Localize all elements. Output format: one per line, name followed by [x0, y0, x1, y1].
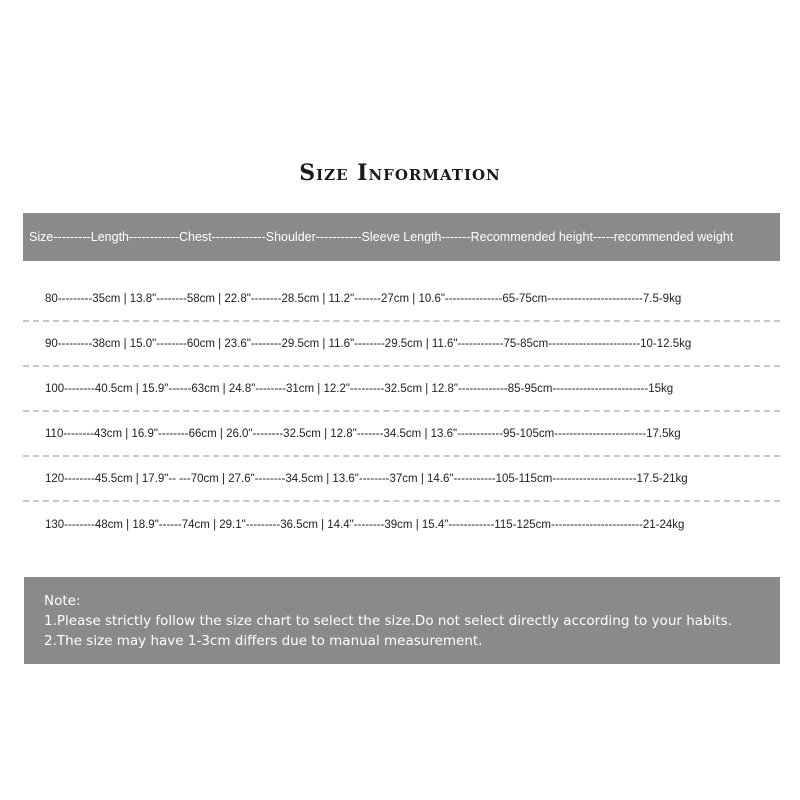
size-row-80: [23, 277, 780, 322]
size-row-130: [23, 502, 780, 547]
note-box: [24, 577, 780, 664]
size-table-rows: [23, 277, 780, 547]
size-row-text: 80---------35cm | 13.8"--------58cm | 22.8"--------28.5cm | 11.2"-------27cm | 10.6"---------------65-75cm-------------------------7.5-9kg: [45, 292, 682, 305]
size-row-110: [23, 412, 780, 457]
size-row-text: 120--------45.5cm | 17.9"-- ---70cm | 27.6"--------34.5cm | 13.6"--------37cm | 14.6"-----------105-115cm----------------------17.5-21kg: [45, 472, 688, 485]
size-row-100: [23, 367, 780, 412]
size-row-120: [23, 457, 780, 502]
size-table-header: [23, 213, 780, 261]
page-title: Size Information: [299, 160, 501, 186]
note-heading: Note:: [44, 593, 81, 609]
size-row-90: [23, 322, 780, 367]
size-row-text: 110--------43cm | 16.9"--------66cm | 26.0"--------32.5cm | 12.8"-------34.5cm | 13.6"------------95-105cm------------------------17.5kg: [45, 427, 681, 440]
note-line-2: 2.The size may have 1-3cm differs due to manual measurement.: [44, 633, 483, 649]
size-row-text: 100--------40.5cm | 15.9"------63cm | 24.8"--------31cm | 12.2"---------32.5cm | 12.8"-------------85-95cm-------------------------15kg: [45, 382, 674, 395]
size-table-header-text: Size---------Length------------Chest-------------Shoulder-----------Sleeve Length-------Recommended height-----recommended weight: [29, 230, 734, 244]
note-line-1: 1.Please strictly follow the size chart to select the size.Do not select directly according to your habits.: [44, 613, 732, 629]
size-row-text: 130--------48cm | 18.9"------74cm | 29.1"---------36.5cm | 14.4"--------39cm | 15.4"------------115-125cm------------------------21-24kg: [45, 518, 685, 531]
size-row-text: 90---------38cm | 15.0"--------60cm | 23.6"--------29.5cm | 11.6"--------29.5cm | 11.6"------------75-85cm------------------------10-12.5kg: [45, 337, 692, 350]
